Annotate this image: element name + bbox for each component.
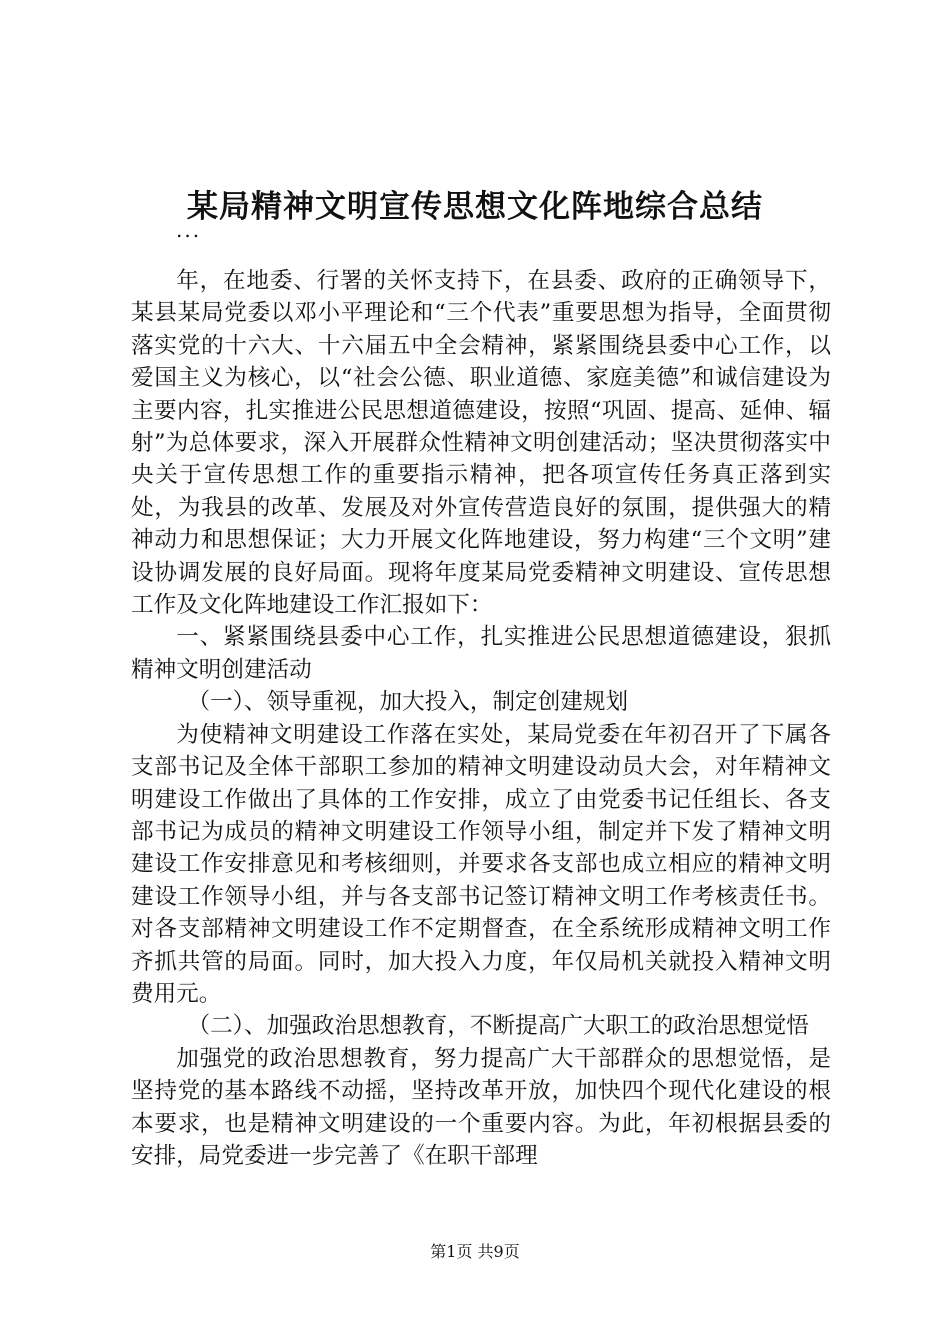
subsection-heading-1: （一）、领导重视，加大投入，制定创建规划 (187, 689, 629, 716)
paragraph-subsection-1: 为使精神文明建设工作落在实处，某局党委在年初召开了下属各支部书记及全体干部职工参加的精神文明建设动员大会，对年精神文明建设工作做出了具体的工作安排，成立了由党委书记任组长、各支部书记为成员的精神文明建设工作领导小组，制定并下发了精神文明建设工作安排意见和考核细则，并要求各支部也成立相应的精神文明建设工作领导小组，并与各支部书记签订精神文明工作考核责任书。对各支部精神文明建设工作不定期督查，在全系统形成精神文明工作齐抓共管的局面。同时，加大投入力度，年仅局机关就投入精神文明费用元。 (131, 721, 831, 1007)
paragraph-intro: 年，在地委、行署的关怀支持下，在县委、政府的正确领导下，某县某局党委以邓小平理论和“三个代表”重要思想为指导，全面贯彻落实党的十六大、十六届五中全会精神，紧紧围绕县委中心工作，以爱国主义为核心，以“社会公德、职业道德、家庭美德”和诚信建设为主要内容，扎实推进公民思想道德建设，按照“巩固、提高、延伸、辐射”为总体要求，深入开展群众性精神文明创建活动；坚决贯彻落实中央关于宣传思想工作的重要指示精神，把各项宣传任务真正落到实处，为我县的改革、发展及对外宣传营造良好的氛围，提供强大的精神动力和思想保证；大力开展文化阵地建设，努力构建“三个文明”建设协调发展的良好局面。现将年度某局党委精神文明建设、宣传思想工作及文化阵地建设工作汇报如下： (131, 268, 831, 619)
subsection-heading-2: （二）、加强政治思想教育，不断提高广大职工的政治思想觉悟 (187, 1013, 809, 1040)
document-body (131, 265, 831, 1172)
ellipsis-mark: ... (176, 218, 202, 242)
page-footer: 第1页 共9页 (430, 1242, 520, 1261)
section-heading-1: 一、紧紧围绕县委中心工作，扎实推进公民思想道德建设，狠抓精神文明创建活动 (131, 624, 831, 683)
paragraph-subsection-2: 加强党的政治思想教育，努力提高广大干部群众的思想觉悟，是坚持党的基本路线不动摇，坚持改革开放，加快四个现代化建设的根本要求，也是精神文明建设的一个重要内容。为此，年初根据县委的安排，局党委进一步完善了《在职干部理 (131, 1045, 831, 1169)
document-title: 某局精神文明宣传思想文化阵地综合总结 (187, 189, 763, 225)
